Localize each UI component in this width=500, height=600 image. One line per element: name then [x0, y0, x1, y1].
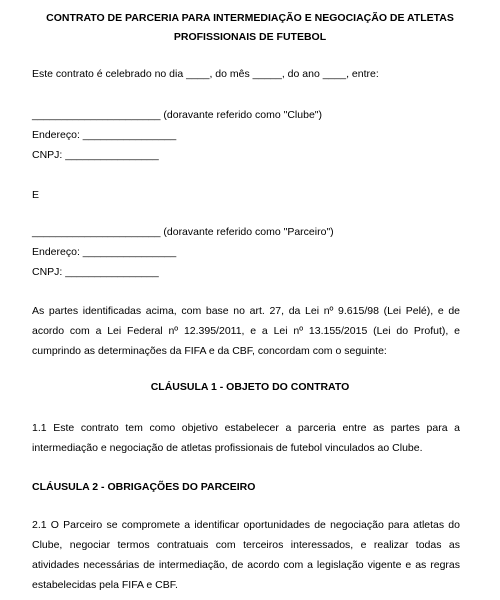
party1-address: Endereço: ________________ [32, 129, 177, 141]
party1-cnpj: CNPJ: ________________ [32, 149, 159, 161]
party2-cnpj: CNPJ: ________________ [32, 266, 159, 278]
clause2-text: 2.1 O Parceiro se compromete a identificar oportunidades de negociação para atletas do Clube, negociar termos contratuais com terceiros interessados, e realizar todas as atividades necessárias de intermediação, de acordo com a legislação vigente e as regras estabelecidas pela FIFA e CBF. [32, 519, 460, 591]
party1-name-line: ______________________ (doravante referido como "Clube") [32, 109, 323, 121]
document-title-line-1: CONTRATO DE PARCERIA PARA INTERMEDIAÇÃO E NEGOCIAÇÃO DE ATLETAS [46, 12, 454, 24]
party2-name-line: ______________________ (doravante referido como "Parceiro") [32, 226, 334, 238]
connector-e: E [32, 189, 40, 201]
intro-line: Este contrato é celebrado no dia ____, do mês _____, do ano ____, entre: [32, 68, 379, 80]
clause1-text: 1.1 Este contrato tem como objetivo estabelecer a parceria entre as partes para a intermediação e negociação de atletas profissionais de futebol vinculados ao Clube. [32, 422, 460, 454]
clause2-heading: CLÁUSULA 2 - OBRIGAÇÕES DO PARCEIRO [32, 481, 256, 493]
party2-address: Endereço: ________________ [32, 246, 177, 258]
document-title-line-2: PROFISSIONAIS DE FUTEBOL [173, 31, 327, 43]
preamble-paragraph: As partes identificadas acima, com base no art. 27, da Lei nº 9.615/98 (Lei Pelé), e de acordo com a Lei Federal nº 12.395/2011, e a Lei nº 13.155/2015 (Lei do Profut), e cumprindo as determinações da FIFA e da CBF, concordam com o seguinte: [32, 305, 460, 357]
clause1-heading: CLÁUSULA 1 - OBJETO DO CONTRATO [150, 381, 350, 393]
